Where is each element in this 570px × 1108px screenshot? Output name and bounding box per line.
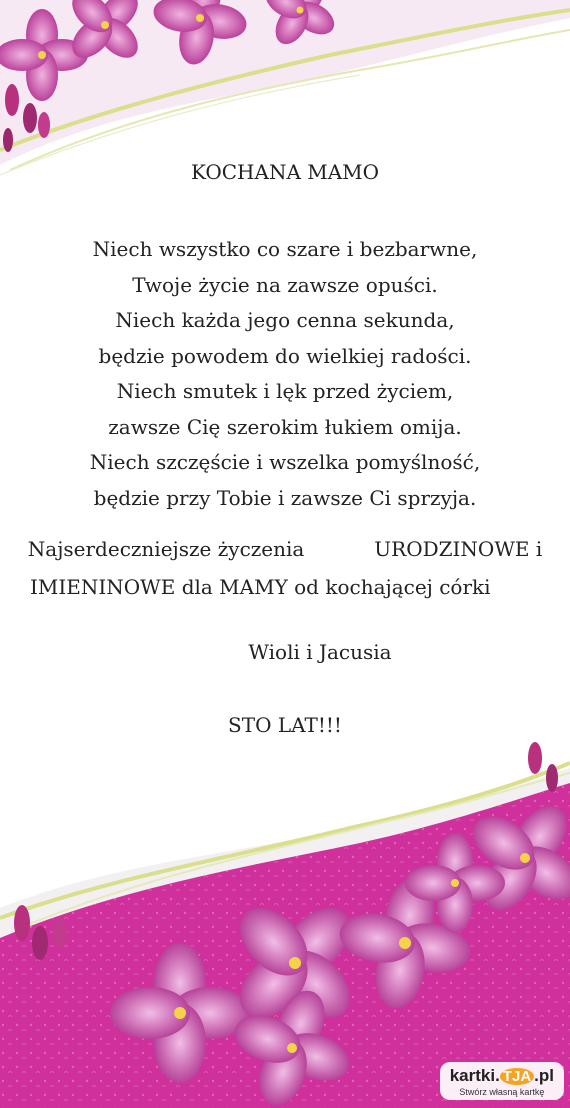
- closing-text: STO LAT!!!: [228, 713, 342, 737]
- brand-logo-text: [450, 1066, 554, 1086]
- poem-line: będzie przy Tobie i zawsze Ci sprzyja.: [93, 485, 477, 510]
- poem-line: Twoje życie na zawsze opuści.: [132, 272, 438, 297]
- poem: [0, 232, 570, 516]
- poem-line: Niech smutek i lęk przed życiem,: [116, 379, 454, 403]
- card-title: KOCHANA MAMO: [190, 160, 380, 184]
- brand-logo-accent: TJA: [500, 1068, 534, 1085]
- poem-line: zawsze Cię szerokim łukiem omija.: [108, 414, 462, 439]
- brand-logo-suffix: .pl: [534, 1066, 554, 1085]
- lilac-flowers-bottom-decoration: [0, 728, 570, 1108]
- poem-line: Niech wszystko co szare i bezbarwne,: [92, 237, 478, 261]
- kartki-brand-logo[interactable]: [440, 1062, 564, 1100]
- brand-logo-prefix: kartki.: [449, 1066, 500, 1085]
- wishes: [18, 530, 552, 606]
- signature: Wioli i Jacusia: [248, 640, 392, 664]
- wish-line: Najserdeczniejsze życzenia URODZINOWE i: [27, 537, 543, 561]
- poem-line: Niech szczęście i wszelka pomyślność,: [89, 450, 481, 474]
- poem-line: Niech każda jego cenna sekunda,: [115, 308, 455, 332]
- wish-line: IMIENINOWE dla MAMY od kochającej córki: [30, 575, 491, 599]
- brand-tagline: Stwórz własną kartkę: [459, 1087, 545, 1097]
- poem-line: będzie powodem do wielkiej radości.: [98, 343, 472, 368]
